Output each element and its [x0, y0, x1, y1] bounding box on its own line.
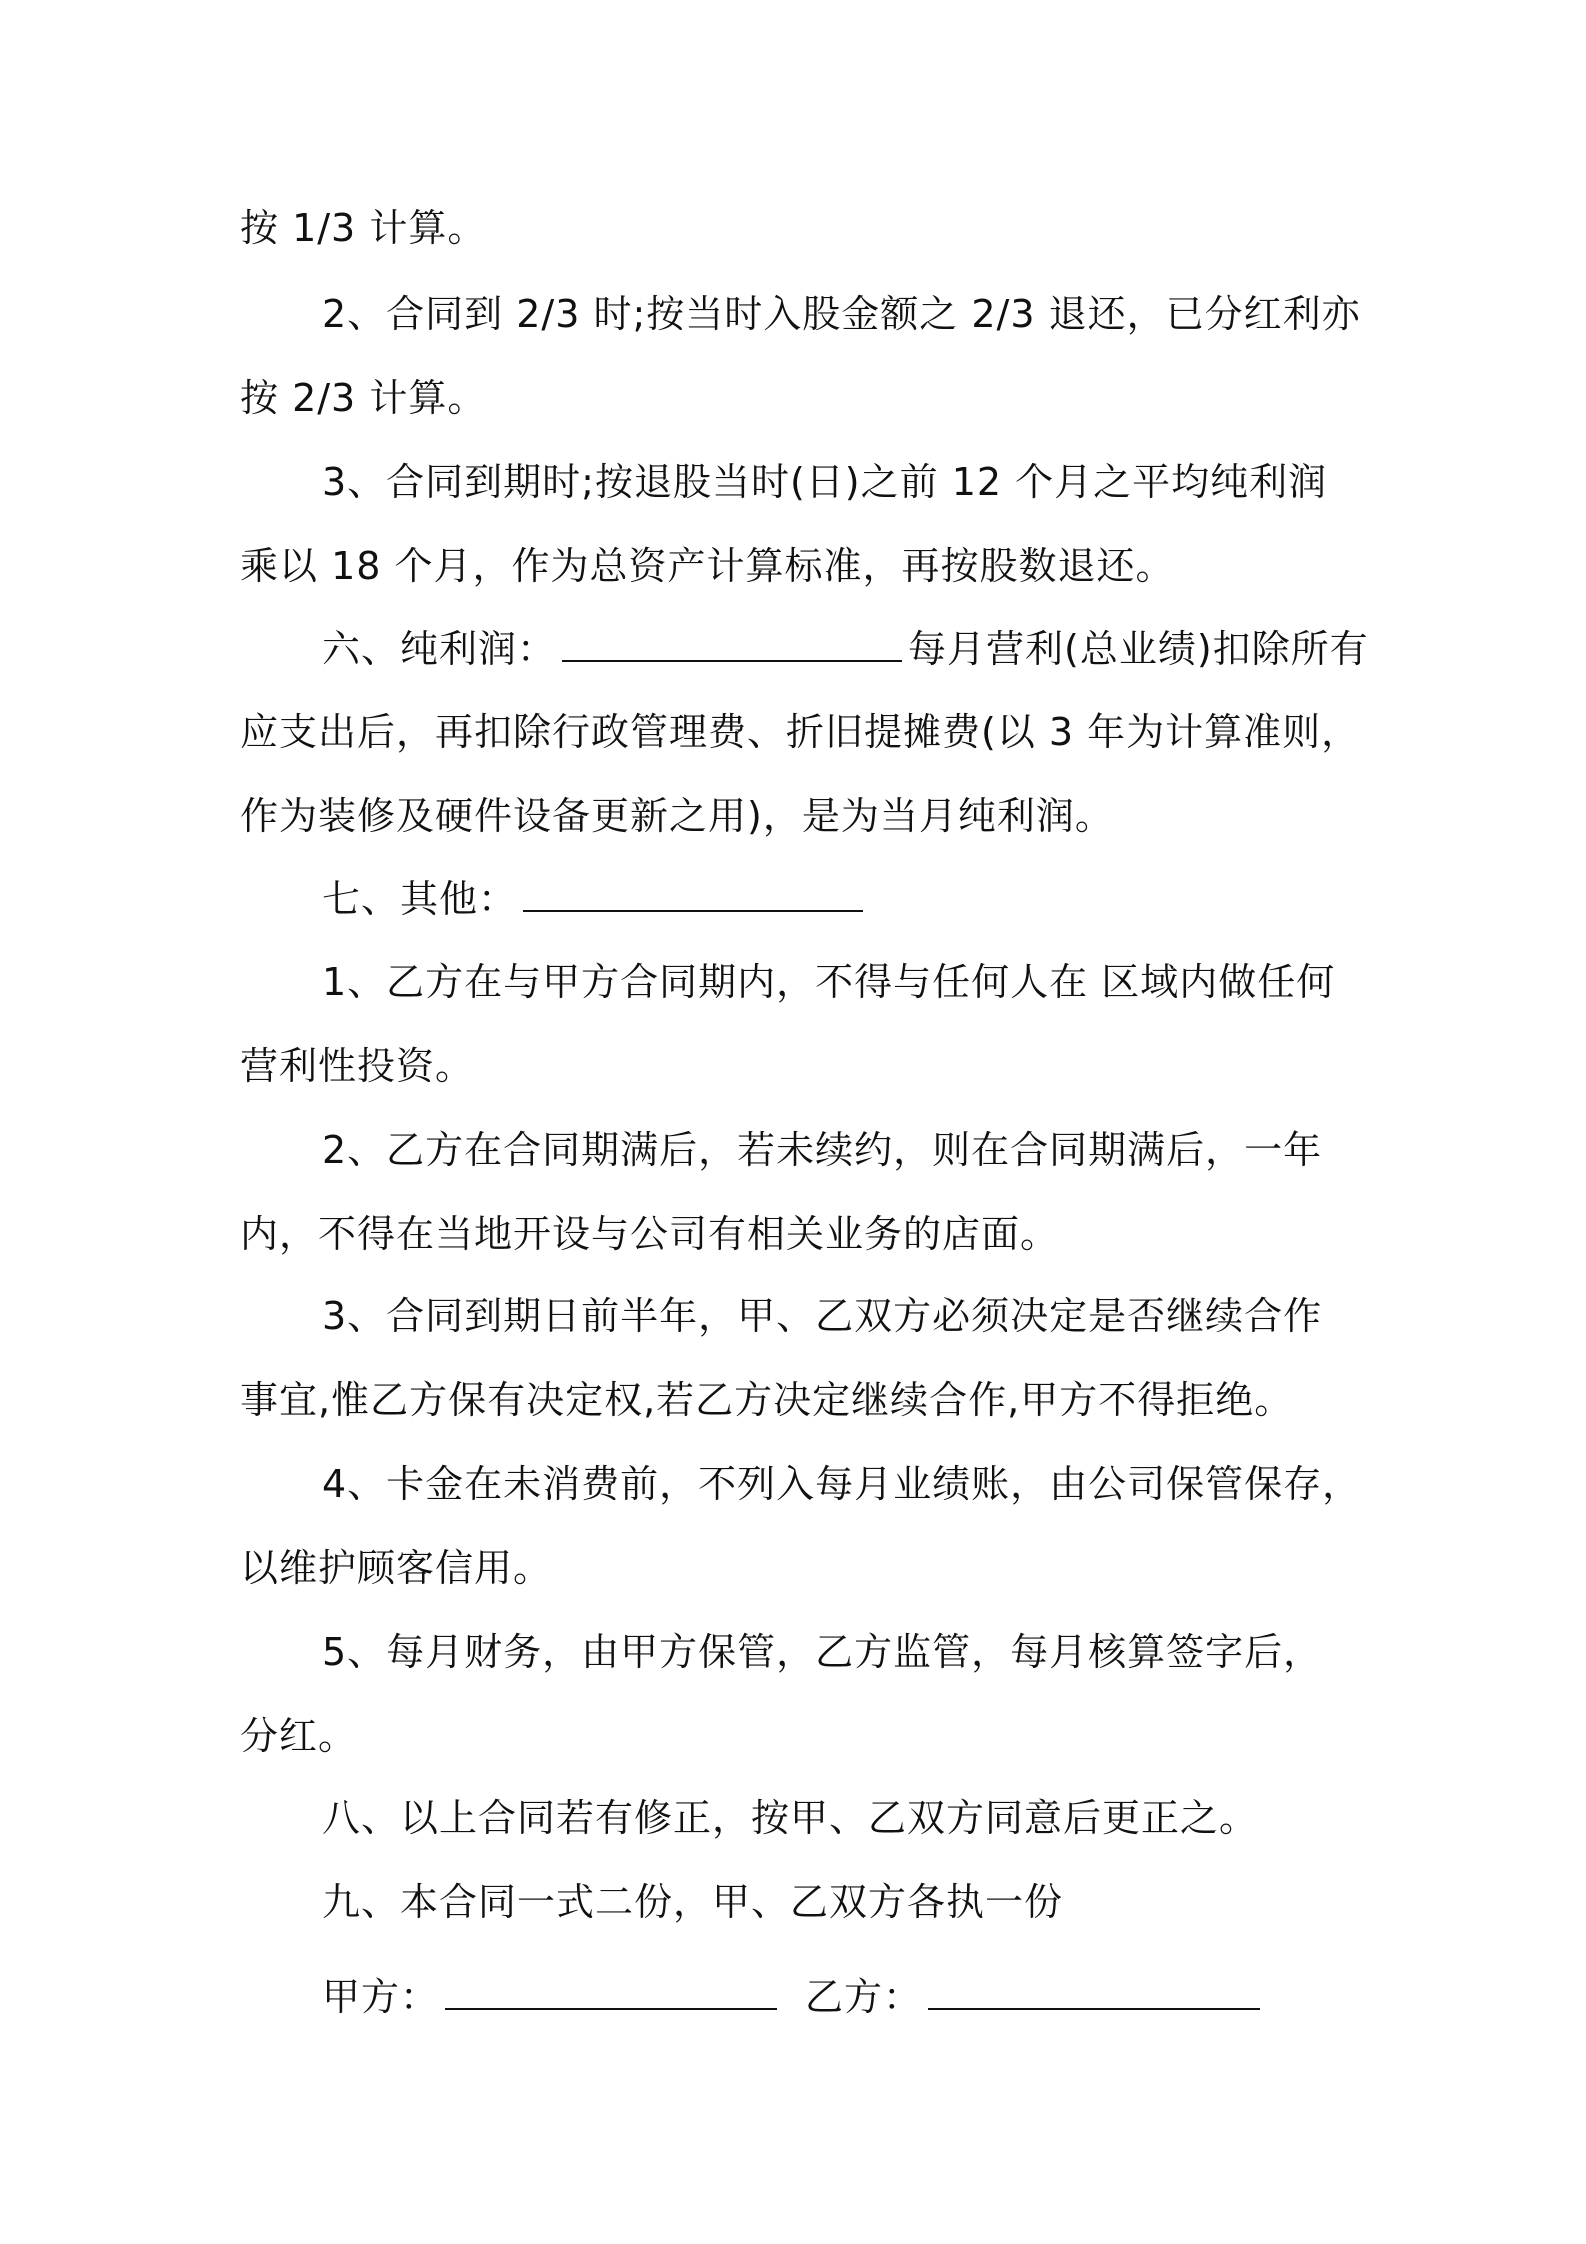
signature-line: [322, 1970, 1266, 2023]
text-line: 营利性投资。: [240, 1044, 475, 1088]
party-a-signature-blank[interactable]: [445, 1970, 777, 2010]
text-line: 3、合同到期时;按退股当时(日)之前 12 个月之平均纯利润: [322, 460, 1328, 504]
text-line: 事宜,惟乙方保有决定权,若乙方决定继续合作,甲方不得拒绝。: [240, 1378, 1294, 1422]
section-7-line: [322, 872, 869, 925]
section-6-label: 六、纯利润：: [322, 627, 557, 671]
text-line: 1、乙方在与甲方合同期内，不得与任何人在 区域内做任何: [322, 960, 1336, 1004]
party-b-label: 乙方：: [805, 1975, 923, 2019]
party-a-label: 甲方：: [322, 1975, 440, 2019]
text-line: 应支出后，再扣除行政管理费、折旧提摊费(以 3 年为计算准则，: [240, 710, 1361, 754]
text-line: 3、合同到期日前半年，甲、乙双方必须决定是否继续合作: [322, 1294, 1323, 1338]
section-6-text: 每月营利(总业绩)扣除所有: [908, 627, 1369, 671]
party-b-signature-blank[interactable]: [928, 1970, 1260, 2010]
text-line: 4、卡金在未消费前，不列入每月业绩账，由公司保管保存，: [322, 1462, 1362, 1506]
text-line: 内，不得在当地开设与公司有相关业务的店面。: [240, 1212, 1060, 1256]
text-line: 八、以上合同若有修正，按甲、乙双方同意后更正之。: [322, 1796, 1259, 1840]
text-line: 2、乙方在合同期满后，若未续约，则在合同期满后，一年: [322, 1128, 1323, 1172]
section-6-line: [322, 622, 1369, 675]
section-7-label: 七、其他：: [322, 877, 518, 921]
text-line: 乘以 18 个月，作为总资产计算标准，再按股数退还。: [240, 544, 1175, 588]
fill-in-blank[interactable]: [523, 872, 863, 912]
text-line: 2、合同到 2/3 时;按当时入股金额之 2/3 退还，已分红利亦: [322, 292, 1361, 336]
text-line: 作为装修及硬件设备更新之用)，是为当月纯利润。: [240, 794, 1114, 838]
text-line: 九、本合同一式二份，甲、乙双方各执一份: [322, 1880, 1064, 1924]
text-line: 分红。: [240, 1714, 358, 1758]
text-line: 按 2/3 计算。: [240, 376, 487, 420]
text-line: 按 1/3 计算。: [240, 206, 487, 250]
text-line: 以维护顾客信用。: [240, 1546, 553, 1590]
fill-in-blank[interactable]: [562, 622, 902, 662]
text-line: 5、每月财务，由甲方保管，乙方监管，每月核算签字后，: [322, 1630, 1323, 1674]
